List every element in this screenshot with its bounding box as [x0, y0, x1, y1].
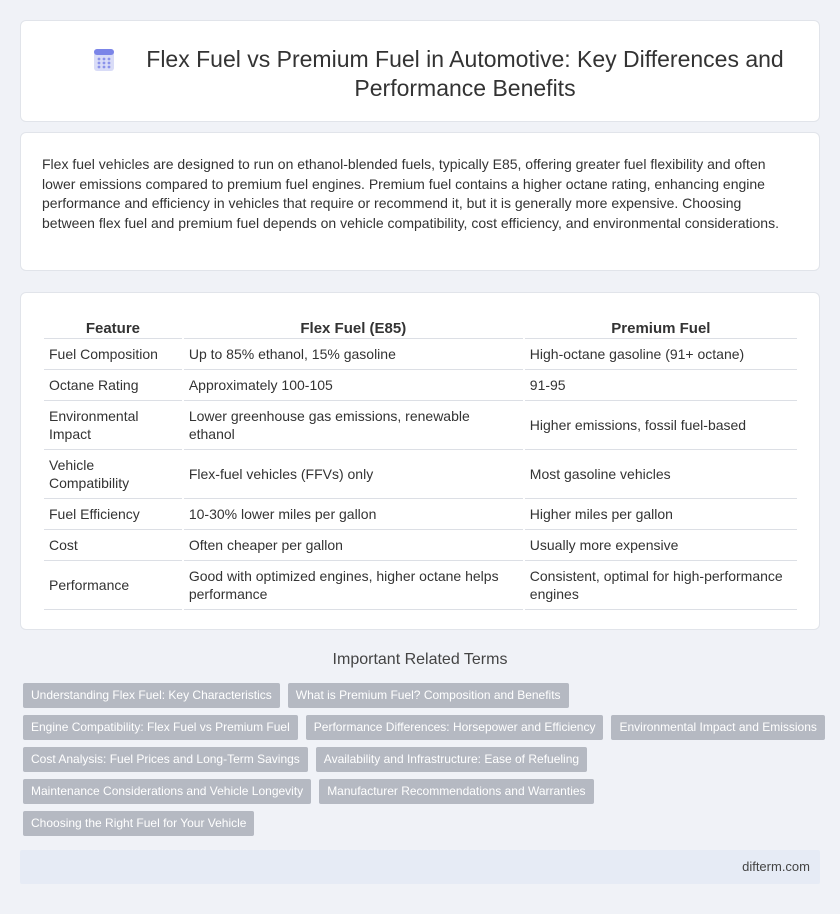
- feature-cell: Performance: [44, 561, 182, 610]
- related-term-tag[interactable]: Environmental Impact and Emissions: [611, 715, 824, 740]
- related-term-tag[interactable]: Manufacturer Recommendations and Warranties: [319, 779, 593, 804]
- flex-fuel-cell: Good with optimized engines, higher octane helps performance: [184, 561, 523, 610]
- related-term-tag[interactable]: What is Premium Fuel? Composition and Benefits: [288, 683, 569, 708]
- header-feature: Feature: [44, 317, 182, 339]
- feature-cell: Octane Rating: [44, 370, 182, 401]
- related-term-tag[interactable]: Maintenance Considerations and Vehicle Longevity: [23, 779, 311, 804]
- intro-card: [20, 132, 820, 271]
- page-title: Flex Fuel vs Premium Fuel in Automotive: Key Differences and Performance Benefits: [146, 46, 784, 101]
- tag-row: [23, 683, 823, 709]
- premium-fuel-cell: High-octane gasoline (91+ octane): [525, 339, 797, 370]
- table-row: [44, 370, 797, 401]
- flex-fuel-cell: 10-30% lower miles per gallon: [184, 499, 523, 530]
- related-term-tag[interactable]: Cost Analysis: Fuel Prices and Long-Term Savings: [23, 747, 308, 772]
- table-header-row: [44, 317, 797, 339]
- tag-row: [23, 779, 823, 805]
- table-row: [44, 401, 797, 450]
- related-term-tag[interactable]: Performance Differences: Horsepower and Efficiency: [306, 715, 604, 740]
- related-term-tag[interactable]: Choosing the Right Fuel for Your Vehicle: [23, 811, 254, 836]
- feature-cell: Fuel Composition: [44, 339, 182, 370]
- premium-fuel-cell: 91-95: [525, 370, 797, 401]
- feature-cell: Cost: [44, 530, 182, 561]
- flex-fuel-cell: Often cheaper per gallon: [184, 530, 523, 561]
- table-row: [44, 530, 797, 561]
- flex-fuel-cell: Lower greenhouse gas emissions, renewable ethanol: [184, 401, 523, 450]
- feature-cell: Vehicle Compatibility: [44, 450, 182, 499]
- header-premium-fuel: Premium Fuel: [525, 317, 797, 339]
- flex-fuel-cell: Up to 85% ethanol, 15% gasoline: [184, 339, 523, 370]
- flex-fuel-cell: Approximately 100-105: [184, 370, 523, 401]
- premium-fuel-cell: Higher emissions, fossil fuel-based: [525, 401, 797, 450]
- footer-site-link[interactable]: difterm.com: [742, 859, 810, 874]
- table-row: [44, 339, 797, 370]
- premium-fuel-cell: Usually more expensive: [525, 530, 797, 561]
- header-flex-fuel: Flex Fuel (E85): [184, 317, 523, 339]
- premium-fuel-cell: Higher miles per gallon: [525, 499, 797, 530]
- table-row: [44, 499, 797, 530]
- tag-row: [23, 715, 823, 741]
- comparison-table-card: [20, 292, 820, 630]
- related-term-tag[interactable]: Understanding Flex Fuel: Key Characteristics: [23, 683, 280, 708]
- table-row: [44, 450, 797, 499]
- tag-row: [23, 747, 823, 773]
- premium-fuel-cell: Most gasoline vehicles: [525, 450, 797, 499]
- tag-row: [23, 811, 823, 837]
- premium-fuel-cell: Consistent, optimal for high-performance engines: [525, 561, 797, 610]
- related-terms-title: Important Related Terms: [332, 651, 508, 668]
- footer: [20, 850, 820, 884]
- intro-paragraph: Flex fuel vehicles are designed to run on ethanol-blended fuels, typically E85, offering greater fuel flexibility and often lower emissions compared to premium fuel engines. Premium fuel contains a higher octane rating, enhancing engine performance and efficiency in vehicles that require or recommend it, but it is generally more expensive. Choosing between flex fuel and premium fuel depends on vehicle compatibility, cost efficiency, and environmental considerations.: [42, 156, 779, 231]
- header-card: [20, 20, 820, 122]
- flex-fuel-cell: Flex-fuel vehicles (FFVs) only: [184, 450, 523, 499]
- related-term-tag[interactable]: Availability and Infrastructure: Ease of Refueling: [316, 747, 587, 772]
- related-term-tag[interactable]: Engine Compatibility: Flex Fuel vs Premium Fuel: [23, 715, 298, 740]
- feature-cell: Fuel Efficiency: [44, 499, 182, 530]
- table-row: [44, 561, 797, 610]
- comparison-table: [42, 317, 799, 610]
- related-terms-list: [23, 683, 823, 843]
- feature-cell: Environmental Impact: [44, 401, 182, 450]
